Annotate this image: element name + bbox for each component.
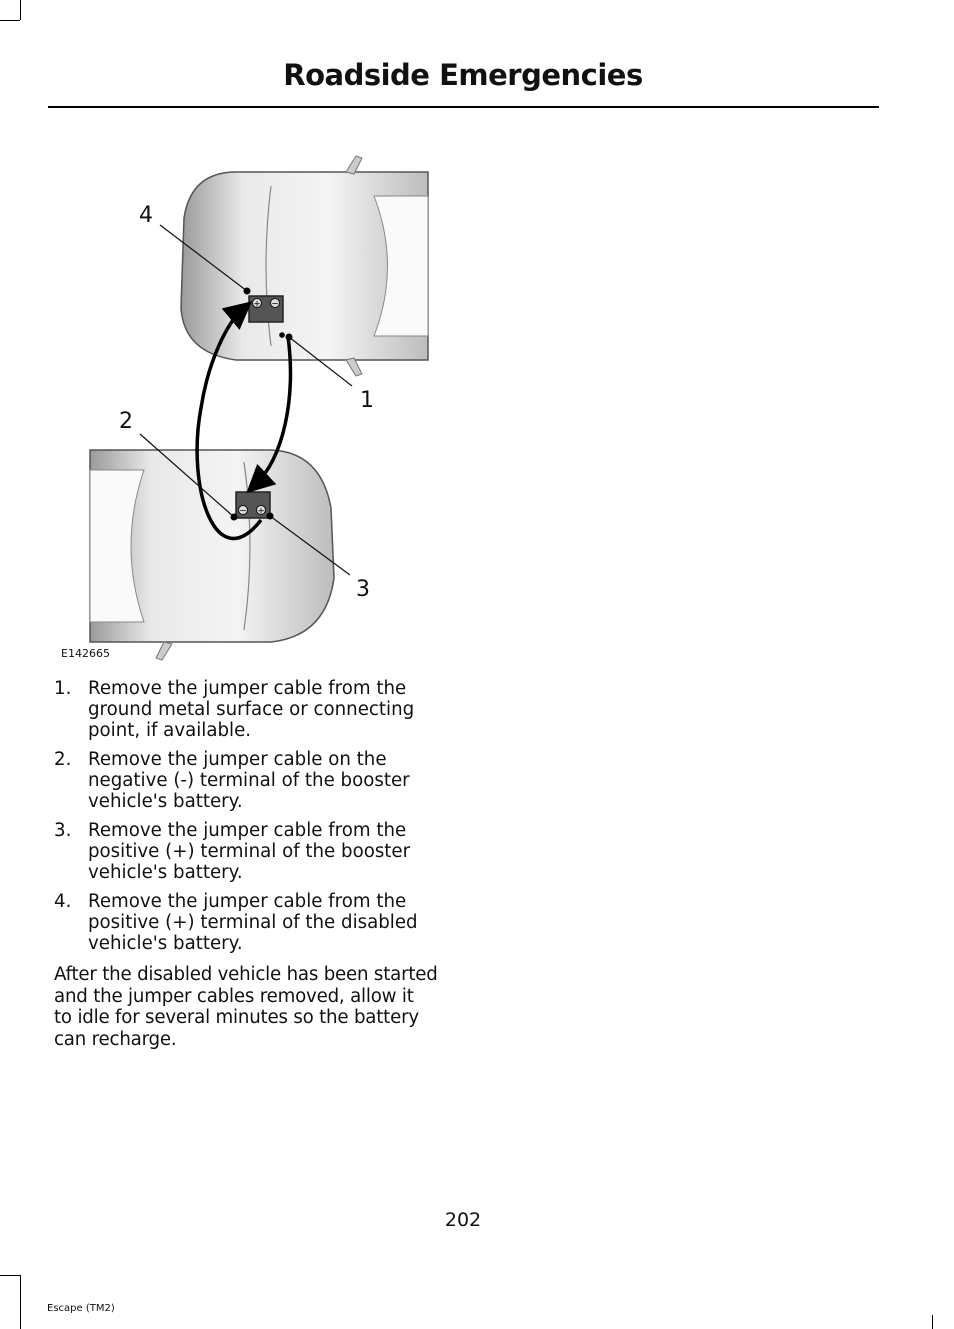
step-number: 1. [54, 678, 72, 699]
step-text-line: vehicle's battery. [88, 933, 243, 954]
closing-line: and the jumper cables removed, allow it [54, 985, 414, 1007]
callout-3: 3 [356, 577, 370, 602]
figure-id: E142665 [61, 647, 110, 660]
step-text-line: vehicle's battery. [88, 791, 243, 812]
step-text-line: Remove the jumper cable from the [88, 678, 407, 699]
list-item [54, 891, 449, 954]
section-title: Roadside Emergencies [283, 58, 643, 92]
callout-4: 4 [139, 203, 153, 228]
callout-2: 2 [119, 409, 133, 434]
crop-mark [20, 0, 21, 20]
title-rule [48, 106, 879, 108]
closing-line: to idle for several minutes so the battery [54, 1007, 419, 1028]
booster-vehicle-battery [236, 492, 270, 518]
step-text-line: Remove the jumper cable from the [88, 820, 407, 841]
booster-vehicle [90, 450, 334, 660]
crop-mark [0, 1275, 20, 1276]
list-item [54, 749, 449, 812]
step-text-line: Remove the jumper cable from the [88, 891, 407, 912]
jump-start-figure [56, 148, 446, 668]
step-text-line: vehicle's battery. [88, 862, 243, 883]
jump-start-diagram [56, 148, 446, 668]
closing-line: can recharge. [54, 1028, 177, 1050]
negative-terminal-label: − [271, 299, 279, 310]
list-item [54, 820, 449, 883]
step-text-line: point, if available. [88, 720, 252, 741]
step-number: 2. [54, 749, 72, 770]
crop-mark [20, 1275, 21, 1329]
callout-1: 1 [360, 388, 374, 413]
list-item [54, 678, 449, 741]
step-number: 4. [54, 891, 72, 912]
page-number: 202 [444, 1209, 482, 1231]
crop-mark [0, 20, 20, 21]
negative-terminal-label: − [239, 506, 247, 517]
closing-line: After the disabled vehicle has been started [54, 964, 438, 985]
step-text-line: positive (+) terminal of the booster [88, 841, 411, 862]
removal-steps-list [54, 678, 449, 962]
disabled-vehicle [181, 156, 428, 376]
step-text-line: ground metal surface or connecting [88, 699, 415, 720]
step-text-line: positive (+) terminal of the disabled [88, 912, 418, 933]
disabled-vehicle-battery [249, 296, 283, 322]
positive-terminal-label: + [253, 299, 261, 310]
positive-terminal-label: + [257, 506, 265, 517]
step-text-line: negative (-) terminal of the booster [88, 770, 410, 791]
footer-label: Escape (TM2) [47, 1303, 115, 1314]
closing-paragraph [54, 964, 449, 1050]
step-text-line: Remove the jumper cable on the [88, 749, 387, 770]
step-number: 3. [54, 820, 72, 841]
crop-mark [932, 1315, 933, 1329]
